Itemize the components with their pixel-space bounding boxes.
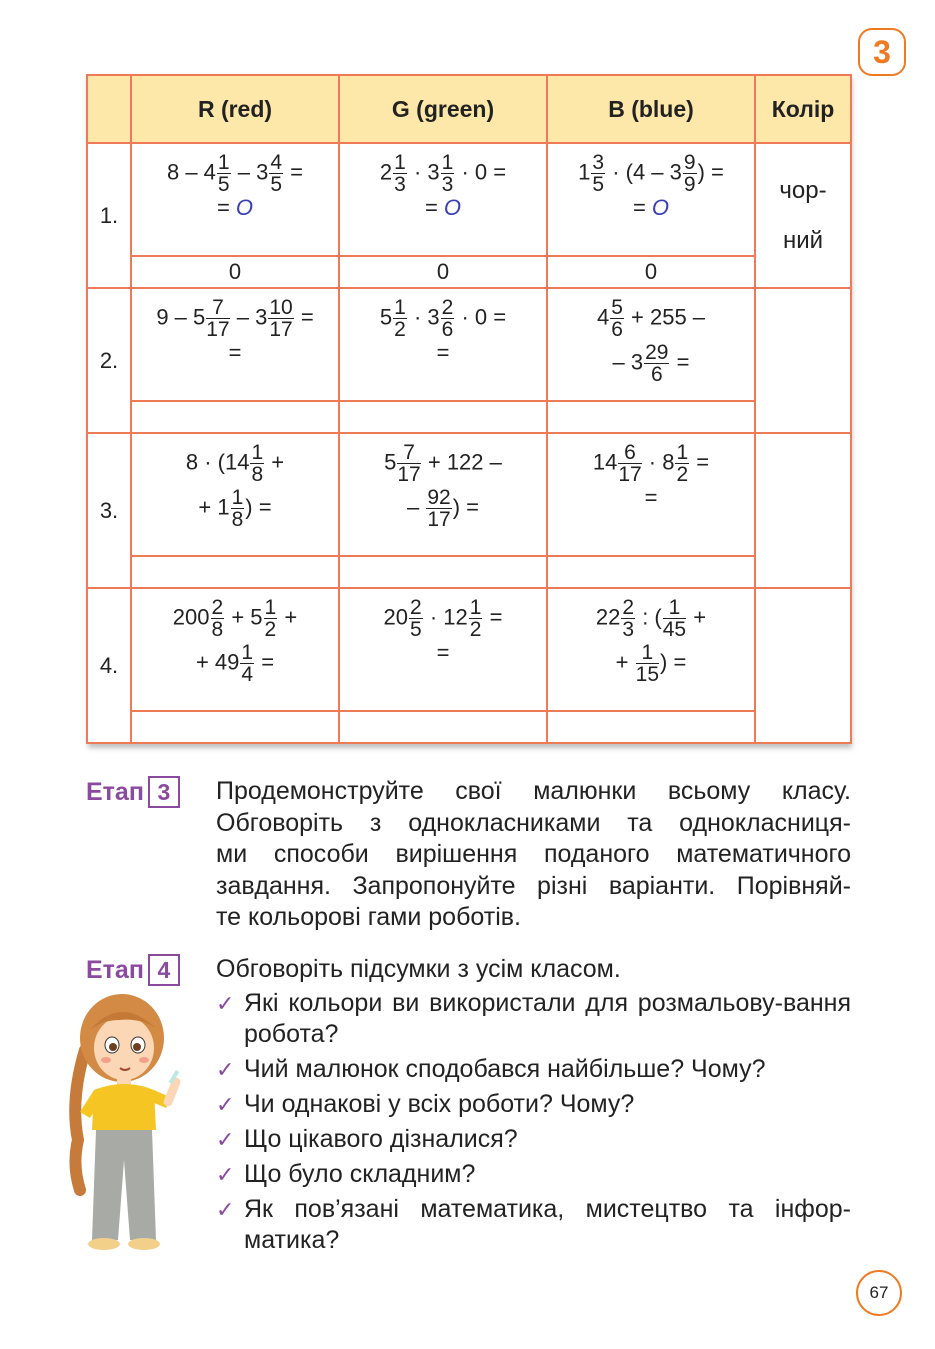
task-blue: 4 $\frac{5}{6}$ + 255 – – 3 $\frac{29}{6}$ = xyxy=(547,288,755,401)
answer-red[interactable] xyxy=(131,401,339,433)
table-row xyxy=(87,433,851,556)
answer-green[interactable] xyxy=(339,401,547,433)
etap3-number: 3 xyxy=(148,776,180,808)
header-green: G (green) xyxy=(339,75,547,143)
row-number: 3. xyxy=(87,433,131,588)
check-icon: ✓ xyxy=(216,1162,235,1187)
row-number: 1. xyxy=(87,143,131,288)
answer-row xyxy=(87,711,851,743)
answer-blue[interactable] xyxy=(547,401,755,433)
answer-red[interactable] xyxy=(131,711,339,743)
handwritten-answer: O xyxy=(651,195,670,221)
task-blue: 14 $\frac{6}{17}$ · 8 $\frac{1}{2}$ = = xyxy=(547,433,755,556)
row-number: 2. xyxy=(87,288,131,433)
etap3-label: Етап 3 xyxy=(86,776,180,808)
task-green: 20 $\frac{2}{5}$ · 12 $\frac{1}{2}$ = = xyxy=(339,588,547,711)
color-cell[interactable] xyxy=(755,588,851,743)
header-red: R (red) xyxy=(131,75,339,143)
answer-green: 0 xyxy=(339,256,547,288)
task-blue: 22 $\frac{2}{3}$ : ( $\frac{1}{45}$ + + $\frac{1}{15}$ ) = xyxy=(547,588,755,711)
header-color: Колір xyxy=(755,75,851,143)
answer-red: 0 xyxy=(131,256,339,288)
color-table-wrapper xyxy=(86,74,850,744)
etap4-intro: Обговоріть підсумки з усім класом. xyxy=(216,955,621,983)
check-icon: ✓ xyxy=(216,1057,235,1082)
handwritten-answer: O xyxy=(443,195,462,221)
girl-illustration-icon xyxy=(60,990,210,1255)
etap4-label: Етап 4 xyxy=(86,954,180,986)
color-cell[interactable] xyxy=(755,288,851,433)
task-red: 9 – 5 $\frac{7}{17}$ – 3 $\frac{10}{17}$ = = xyxy=(131,288,339,401)
answer-blue: 0 xyxy=(547,256,755,288)
list-item: ✓ Що цікавого дізналися? xyxy=(216,1125,518,1153)
check-icon: ✓ xyxy=(216,1092,235,1117)
section-badge: 3 xyxy=(858,28,906,76)
color-table xyxy=(86,74,852,744)
task-green: 2 $\frac{1}{3}$ · 3 $\frac{1}{3}$ · 0 = = O xyxy=(339,143,547,256)
list-item: ✓ Що було складним? xyxy=(216,1160,476,1188)
answer-green[interactable] xyxy=(339,711,547,743)
task-red: 8 – 4 $\frac{1}{5}$ – 3 $\frac{4}{5}$ = = O xyxy=(131,143,339,256)
answer-row xyxy=(87,256,851,288)
check-icon: ✓ xyxy=(216,991,235,1016)
list-item: ✓ Чи однакові у всіх роботи? Чому? xyxy=(216,1090,635,1118)
table-header-row xyxy=(87,75,851,143)
answer-blue[interactable] xyxy=(547,556,755,588)
color-cell: чор- ний xyxy=(755,143,851,288)
task-green: 5 $\frac{1}{2}$ · 3 $\frac{2}{6}$ · 0 = = xyxy=(339,288,547,401)
answer-row xyxy=(87,401,851,433)
etap4-number: 4 xyxy=(148,954,180,986)
color-cell[interactable] xyxy=(755,433,851,588)
header-blue: B (blue) xyxy=(547,75,755,143)
handwritten-answer: O xyxy=(235,195,254,221)
answer-blue[interactable] xyxy=(547,711,755,743)
task-blue: 1 $\frac{3}{5}$ · (4 – 3 $\frac{9}{9}$ ) = = O xyxy=(547,143,755,256)
answer-red[interactable] xyxy=(131,556,339,588)
answer-row xyxy=(87,556,851,588)
table-row xyxy=(87,288,851,401)
table-row xyxy=(87,143,851,256)
row-number: 4. xyxy=(87,588,131,743)
etap3-text: Продемонструйте свої малюнки всьому класу. Обговоріть з однокласниками та однокласниця- ми способи вирішення поданого математичного завдання. Запропонуйте різні варіанти. Порівняй- те кольорові гами роботів. xyxy=(216,777,851,931)
task-green: 5 $\frac{7}{17}$ + 122 – – $\frac{92}{17}$ ) = xyxy=(339,433,547,556)
header-empty xyxy=(87,75,131,143)
list-item: ✓ Як пов’язані математика, мистецтво та інфор-матика? xyxy=(216,1195,851,1254)
check-icon: ✓ xyxy=(216,1197,235,1222)
task-red: 200 $\frac{2}{8}$ + 5 $\frac{1}{2}$ + + 49 $\frac{1}{4}$ = xyxy=(131,588,339,711)
table-row xyxy=(87,588,851,711)
task-red: 8 · (14 $\frac{1}{8}$ + + 1 $\frac{1}{8}$ ) = xyxy=(131,433,339,556)
check-icon: ✓ xyxy=(216,1127,235,1152)
page-number: 67 xyxy=(856,1270,902,1316)
answer-green[interactable] xyxy=(339,556,547,588)
list-item: ✓ Чий малюнок сподобався найбільше? Чому? xyxy=(216,1055,766,1083)
etap4-checklist xyxy=(216,988,851,1260)
list-item: ✓ Які кольори ви використали для розмальову-вання робота? xyxy=(216,989,851,1048)
